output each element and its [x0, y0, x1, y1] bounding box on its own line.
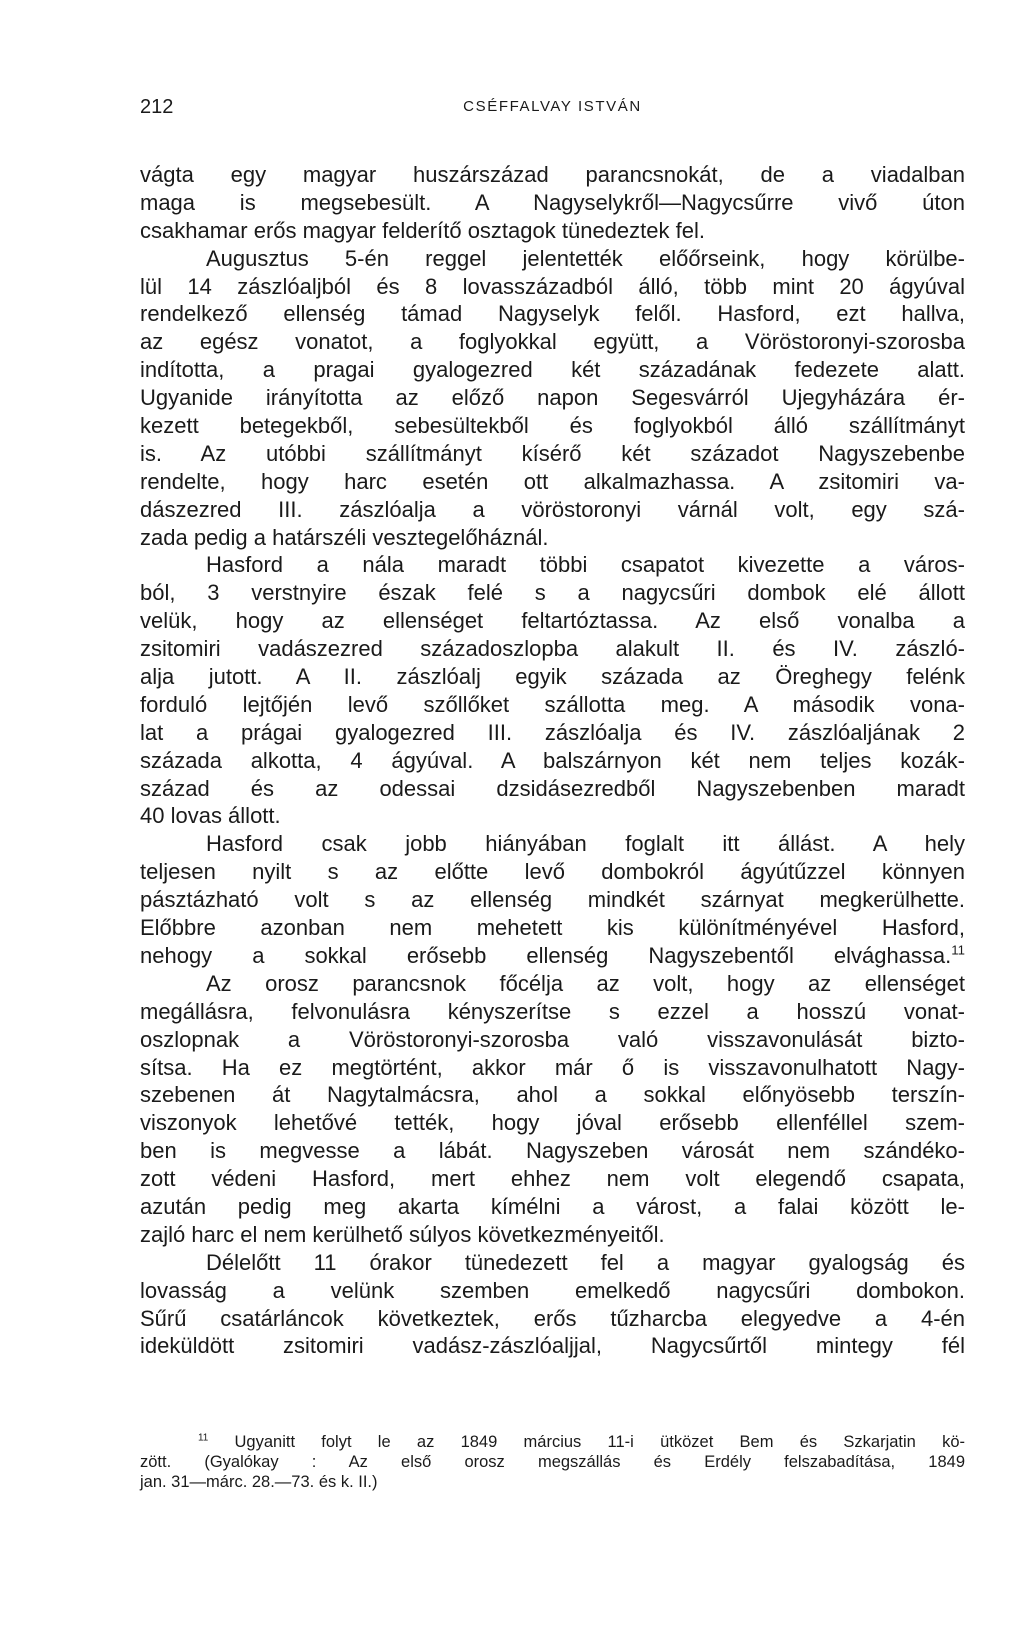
- line-text: ból, 3 verstnyire észak felé s a nagycsűri dombok elé állott: [140, 580, 965, 606]
- text-line: [140, 1332, 965, 1360]
- text-line: [140, 328, 965, 356]
- line-text: azután pedig meg akarta kímélni a várost, a falai között le-: [140, 1193, 965, 1219]
- footnote-text: jan. 31—márc. 28.—73. és k. II.): [140, 1473, 378, 1491]
- footnote-marker: 11: [198, 1432, 209, 1444]
- line-text: alja jutott. A II. zászlóalj egyik százada az Öreghegy felénk: [140, 664, 965, 690]
- text-line: [140, 942, 965, 970]
- line-text: is. Az utóbbi szállítmányt kísérő két századot Nagyszebenbe: [140, 440, 965, 466]
- footnote-line: [140, 1432, 965, 1452]
- line-text: ben is megvesse a lábát. Nagyszeben városát nem szándéko-: [140, 1138, 965, 1164]
- text-line: [140, 273, 965, 301]
- text-line: [140, 970, 965, 998]
- text-line: [140, 496, 965, 524]
- text-line: [140, 524, 965, 552]
- page-header: [140, 96, 965, 126]
- body-text: [140, 161, 965, 1360]
- line-text: nehogy a sokkal erősebb ellenség Nagyszebentől elvághassa.: [140, 942, 952, 968]
- line-text: Hasford a nála maradt többi csapatot kivezette a város-: [206, 552, 965, 578]
- text-line: [140, 1305, 965, 1333]
- line-text: teljesen nyilt s az előtte levő dombokról ágyútűzzel könnyen: [140, 859, 965, 885]
- page-number: 212: [140, 96, 174, 118]
- line-text: zajló harc el nem kerülhető súlyos következményeitől.: [140, 1221, 665, 1247]
- text-line: [140, 412, 965, 440]
- line-text: forduló lejtőjén levő szőllőket szállotta meg. A második vona-: [140, 691, 965, 717]
- line-text: maga is megsebesült. A Nagyselykről—Nagycsűrre vivő úton: [140, 189, 965, 215]
- footnote-text: zött. (Gyalókay : Az első orosz megszállás és Erdély felszabadítása, 1849: [140, 1453, 965, 1471]
- text-line: [140, 607, 965, 635]
- text-line: [140, 691, 965, 719]
- footnote-line: [140, 1452, 965, 1472]
- text-line: [140, 245, 965, 273]
- text-line: [140, 663, 965, 691]
- text-line: [140, 1081, 965, 1109]
- text-line: [140, 886, 965, 914]
- text-line: [140, 1109, 965, 1137]
- line-text: Előbbre azonban nem mehetett kis különítményével Hasford,: [140, 915, 965, 941]
- line-text: az egész vonatot, a foglyokkal együtt, a Vöröstoronyi-szorosba: [140, 329, 965, 355]
- line-text: Az orosz parancsnok főcélja az volt, hogy az ellenséget: [206, 970, 965, 996]
- text-line: [140, 635, 965, 663]
- line-text: szebenen át Nagytalmácsra, ahol a sokkal előnyösebb terszín-: [140, 1082, 965, 1108]
- text-line: [140, 1026, 965, 1054]
- line-text: dászezred III. zászlóalja a vöröstoronyi várnál volt, egy szá-: [140, 496, 965, 522]
- text-line: [140, 802, 965, 830]
- line-text: zada pedig a határszéli vesztegelőháznál.: [140, 524, 549, 550]
- line-text: 40 lovas állott.: [140, 803, 281, 829]
- line-text: Hasford csak jobb hiányában foglalt itt állást. A hely: [206, 831, 965, 857]
- text-line: [140, 747, 965, 775]
- text-line: [140, 1054, 965, 1082]
- text-line: [140, 356, 965, 384]
- text-line: [140, 719, 965, 747]
- text-line: [140, 468, 965, 496]
- text-line: [140, 1277, 965, 1305]
- line-text: század és az odessai dzsidásezredből Nagyszebenben maradt: [140, 775, 965, 801]
- text-line: [140, 300, 965, 328]
- text-line: [140, 161, 965, 189]
- line-text: zott védeni Hasford, mert ehhez nem volt elegendő csapata,: [140, 1166, 965, 1192]
- line-text: rendelkező ellenség támad Nagyselyk felől. Hasford, ezt hallva,: [140, 301, 965, 327]
- line-text: Délelőtt 11 órakor tünedezett fel a magyar gyalogság és: [206, 1249, 965, 1275]
- line-text: lat a prágai gyalogezred III. zászlóalja és IV. zászlóaljának 2: [140, 719, 965, 745]
- text-line: [140, 1249, 965, 1277]
- text-line: [140, 914, 965, 942]
- line-text: sítsa. Ha ez megtörtént, akkor már ő is visszavonulhatott Nagy-: [140, 1054, 965, 1080]
- running-head: CSÉFFALVAY ISTVÁN: [463, 98, 642, 115]
- line-text: oszlopnak a Vöröstoronyi-szorosba való visszavonulását bizto-: [140, 1026, 965, 1052]
- text-line: [140, 998, 965, 1026]
- text-line: [140, 1137, 965, 1165]
- line-text: lovasság a velünk szemben emelkedő nagycsűri dombokon.: [140, 1277, 965, 1303]
- line-text: zsitomiri vadászezred századoszlopba alakult II. és IV. zászló-: [140, 636, 965, 662]
- text-line: [140, 217, 965, 245]
- line-text: Sűrű csatárláncok következtek, erős tűzharcba elegyedve a 4-én: [140, 1305, 965, 1331]
- line-text: kezett betegekből, sebesültekből és foglyokból álló szállítmányt: [140, 413, 965, 439]
- text-line: [140, 1221, 965, 1249]
- line-text: pásztázható volt s az ellenség mindkét szárnyat megkerülhette.: [140, 887, 965, 913]
- line-text: csakhamar erős magyar felderítő osztagok tünedeztek fel.: [140, 217, 705, 243]
- text-line: [140, 858, 965, 886]
- line-text: Ugyanide irányította az előző napon Segesvárról Ujegyházára ér-: [140, 385, 965, 411]
- line-text: megállásra, felvonulásra kényszerítse s ezzel a hosszú vonat-: [140, 998, 965, 1024]
- text-line: [140, 1193, 965, 1221]
- line-text: ideküldött zsitomiri vadász-zászlóaljjal, Nagycsűrtől mintegy fél: [140, 1333, 965, 1359]
- line-text: vágta egy magyar huszárszázad parancsnokát, de a viadalban: [140, 162, 965, 187]
- footnote-text: Ugyanitt folyt le az 1849 március 11-i ütközet Bem és Szkarjatin kö-: [234, 1433, 966, 1451]
- line-text: velük, hogy az ellenséget feltartóztassa. Az első vonalba a: [140, 608, 965, 634]
- footnote-reference: 11: [951, 942, 965, 958]
- line-text: rendelte, hogy harc esetén ott alkalmazhassa. A zsitomiri va-: [140, 468, 965, 494]
- line-text: százada alkotta, 4 ágyúval. A balszárnyon két nem teljes kozák-: [140, 747, 965, 773]
- line-text: indította, a pragai gyalogezred két századának fedezete alatt.: [140, 357, 965, 383]
- text-line: [140, 440, 965, 468]
- text-line: [140, 775, 965, 803]
- text-line: [140, 384, 965, 412]
- footnotes: [140, 1432, 965, 1492]
- text-line: [140, 830, 965, 858]
- text-line: [140, 1165, 965, 1193]
- text-line: [140, 579, 965, 607]
- line-text: Augusztus 5-én reggel jelentették előőrseink, hogy körülbe-: [206, 245, 965, 271]
- text-line: [140, 189, 965, 217]
- footnote-line: [140, 1472, 965, 1492]
- line-text: lül 14 zászlóaljból és 8 lovasszázadból álló, több mint 20 ágyúval: [140, 273, 965, 299]
- text-line: [140, 551, 965, 579]
- line-text: viszonyok lehetővé tették, hogy jóval erősebb ellenféllel szem-: [140, 1110, 965, 1136]
